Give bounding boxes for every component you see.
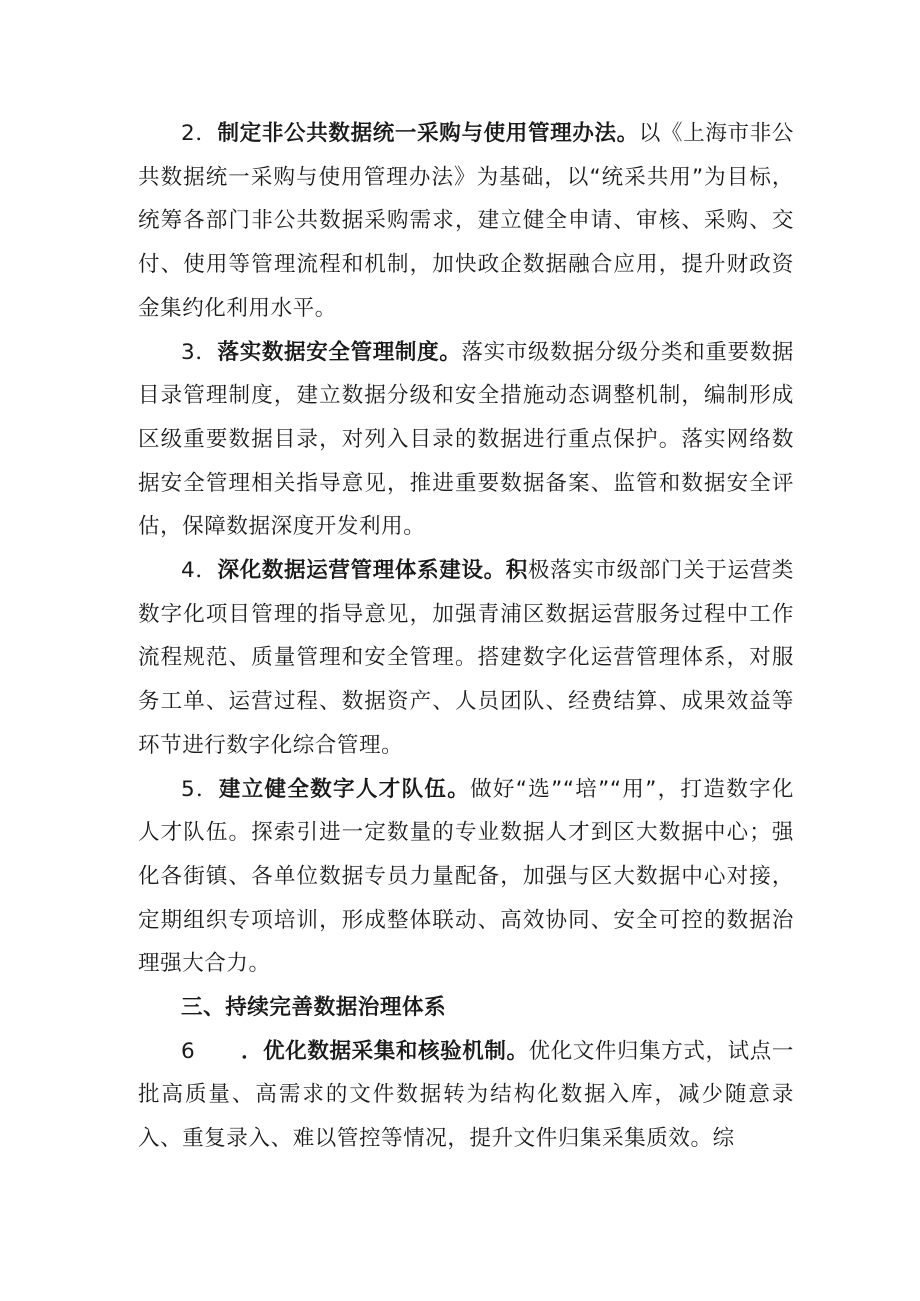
paragraph-3 [138,331,794,550]
paragraph-lead: 深化数据运营管理体系建设。积 [217,558,528,584]
paragraph-body: 极落实市级部门关于运营类数字化项目管理的指导意见，加强青浦区数据运营服务过程中工作流程规范、质量管理和安全管理。搭建数字化运营管理体系，对服务工单、运营过程、数据资产、人员团队、经费结算、成果效益等环节进行数字化综合管理。 [138,558,795,758]
paragraph-body: 优化文件归集方式，试点一批高质量、高需求的文件数据转为结构化数据入库，减少随意录入、重复录入、难以管控等情况，提升文件归集采集质效。综 [138,1038,794,1152]
paragraph-number: 3． [181,339,218,365]
paragraph-body: 做好“选”“培”“用”，打造数字化人才队伍。探索引进一定数量的专业数据人才到区大数据中心；强化各街镇、各单位数据专员力量配备，加强与区大数据中心对接，定期组织专项培训，形成整体联动、高效协同、安全可控的数据治理强大合力。 [138,776,794,977]
paragraph-number: 2． [181,121,218,146]
paragraph-number: 4． [181,558,218,584]
document-body [138,112,794,1161]
paragraph-lead: ．优化数据采集和核验机制。 [241,1038,529,1064]
paragraph-number: 5． [181,776,219,802]
paragraph-lead: 制定非公共数据统一采购与使用管理办法。 [217,121,639,146]
paragraph-body: 落实市级数据分级分类和重要数据目录管理制度，建立数据分级和安全措施动态调整机制，编制形成区级重要数据目录，对列入目录的数据进行重点保护。落实网络数据安全管理相关指导意见，推进重要数据备案、监管和数据安全评估，保障数据深度开发利用。 [138,339,794,540]
paragraph-5 [138,768,794,987]
paragraph-body: 以《上海市非公共数据统一采购与使用管理办法》为基础，以“统采共用”为目标，统筹各部门非公共数据采购需求，建立健全申请、审核、采购、交付、使用等管理流程和机制，加快政企数据融合应用，提升财政资金集约化利用水平。 [138,121,794,321]
paragraph-lead: 建立健全数字人才队伍。 [218,776,471,802]
paragraph-6 [138,1030,794,1161]
paragraph-2 [138,112,794,331]
section-heading: 三、持续完善数据治理体系 [181,995,447,1021]
paragraph-lead: 落实数据安全管理制度。 [217,339,462,365]
paragraph-4 [138,549,794,768]
paragraph-number: 6 [181,1038,196,1064]
